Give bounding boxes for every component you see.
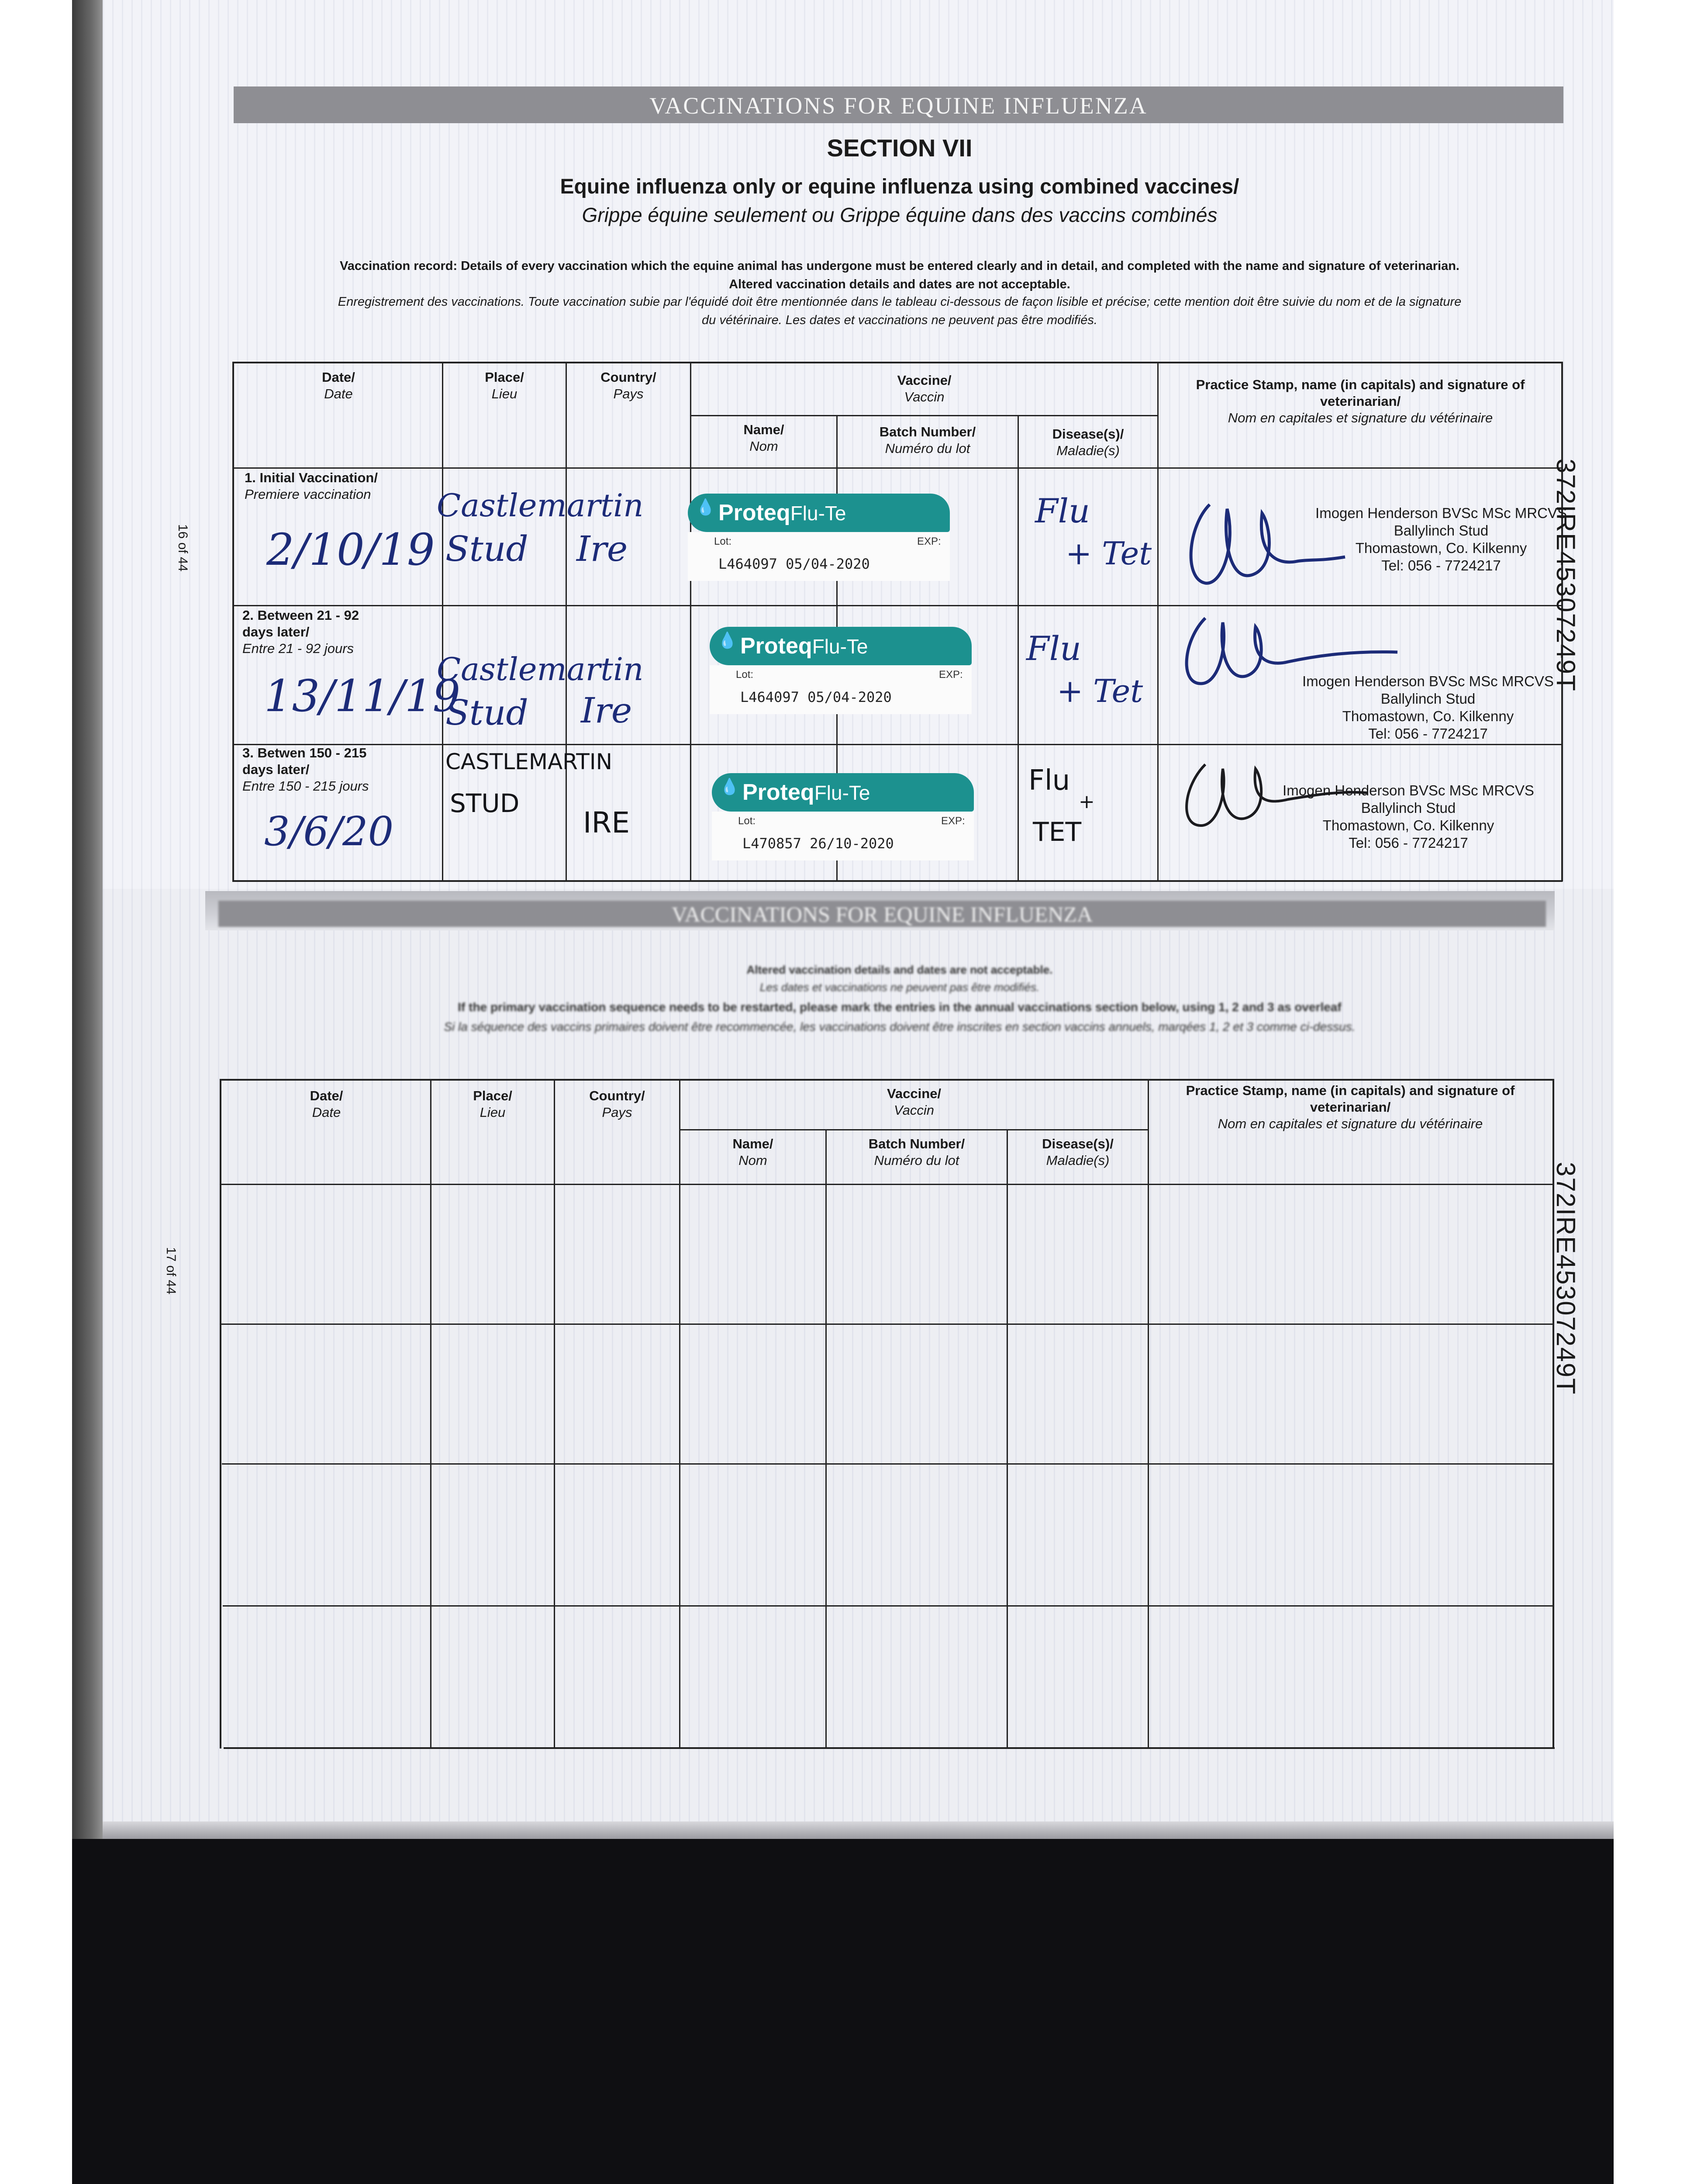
scan-shadow (72, 0, 105, 1839)
table-line (442, 362, 443, 881)
table-line (1148, 1079, 1149, 1749)
table-line (1157, 362, 1159, 881)
page-number: 16 of 44 (176, 524, 190, 572)
page-17-note: If the primary vaccination sequence needs to be restarted, please mark the entries in the annual vaccinations section below, using 1, 2 and 3 as overleaf (458, 1000, 1342, 1014)
header-batch-number: Batch Number/ Numéro du lot (868, 1136, 965, 1168)
handwritten-country: IRE (583, 806, 630, 840)
practice-stamp: Imogen Henderson BVSc MSc MRCVS Ballylinch Stud Thomastown, Co. Kilkenny Tel: 056 - 7724217 (1302, 673, 1554, 742)
header-diseases: Disease(s)/ Maladie(s) (1052, 426, 1124, 458)
row-label-initial-vaccination: 1. Initial Vaccination/ Premiere vaccination (245, 470, 378, 502)
handwritten-disease: TET (1033, 817, 1082, 847)
table-border (232, 362, 234, 881)
handwritten-place: Stud (445, 529, 528, 569)
header-practice-stamp: Practice Stamp, name (in capitals) and signature of veterinarian/ Nom en capitales et signature du vétérinaire (1186, 1083, 1515, 1131)
practice-stamp: Imogen Henderson BVSc MSc MRCVS Ballylinch Stud Thomastown, Co. Kilkenny Tel: 056 - 7724217 (1315, 505, 1567, 574)
handwritten-place: Castlemartin (437, 487, 644, 524)
table-line (430, 1079, 431, 1749)
instructions-english-line-1: Vaccination record: Details of every vaccination which the equine animal has undergone must be entered clearly and in detail, and completed with the name and signature of veterinarian. (340, 259, 1459, 273)
droplet-icon: 💧 (720, 778, 739, 795)
table-line (221, 1324, 1553, 1325)
header-date: Date/ Date (310, 1088, 343, 1120)
table-line (554, 1079, 555, 1749)
page-number: 17 of 44 (164, 1247, 178, 1295)
table-line (222, 1463, 1553, 1465)
header-practice-stamp: Practice Stamp, name (in capitals) and signature of veterinarian/ Nom en capitales et signature du vétérinaire (1196, 377, 1525, 425)
sticker-exp-label: EXP: (941, 815, 965, 827)
section-banner: VACCINATIONS FOR EQUINE INFLUENZA (234, 86, 1563, 123)
table-line (1018, 415, 1019, 881)
handwritten-country: Ire (581, 690, 632, 731)
header-vaccine: Vaccine/ Vaccin (897, 373, 952, 404)
sticker-lot-label: Lot: (738, 815, 756, 827)
table-line (1007, 1129, 1008, 1749)
booklet-edge (103, 1821, 1614, 1839)
table-line (223, 1605, 1554, 1607)
header-country: Country/ Pays (600, 370, 656, 401)
handwritten-date: 2/10/19 (266, 524, 435, 575)
table-line (690, 415, 1158, 416)
table-border (224, 1747, 1555, 1749)
handwritten-country: Ire (576, 529, 628, 569)
handwritten-place: Castlemartin (437, 651, 644, 688)
handwritten-date: 3/6/20 (264, 808, 394, 855)
instructions-french-line-1: Enregistrement des vaccinations. Toute vaccination subie par l'équidé doit être mentionnée dans le tableau ci-dessous de façon lisible et précise; cette mention doit être suivie du nom et de la signature (338, 295, 1462, 309)
header-country: Country/ Pays (589, 1088, 645, 1120)
sticker-lot-label: Lot: (714, 536, 732, 547)
handwritten-disease: + Tet (1057, 673, 1143, 709)
table-line (232, 467, 1563, 469)
droplet-icon: 💧 (696, 498, 715, 516)
table-line (566, 362, 567, 881)
sticker-exp-label: EXP: (917, 536, 941, 547)
handwritten-disease: Flu (1026, 629, 1081, 668)
header-place: Place/ Lieu (485, 370, 524, 401)
scanner-background (72, 1839, 1614, 2184)
page-17-note: Si la séquence des vaccins primaires doivent être recommencée, les vaccinations doivent être inscrites en section vaccins annuels, marqées 1, 2 et 3 comme ci-dessus. (444, 1020, 1356, 1033)
table-line (232, 744, 1563, 745)
table-line (679, 1129, 1149, 1130)
instructions-english-line-2: Altered vaccination details and dates are not acceptable. (729, 277, 1070, 291)
handwritten-place: Stud (445, 692, 528, 733)
title-english: Equine influenza only or equine influenza using combined vaccines/ (560, 175, 1239, 198)
batch-number: L470857 26/10-2020 (742, 835, 894, 852)
header-vaccine: Vaccine/ Vaccin (887, 1086, 942, 1118)
page-17-note: Altered vaccination details and dates are not acceptable. (746, 963, 1053, 976)
header-place: Place/ Lieu (473, 1088, 512, 1120)
instructions-english (218, 257, 1581, 294)
handwritten-disease: + Tet (1066, 535, 1152, 572)
practice-stamp: Imogen Henderson BVSc MSc MRCVS Ballylinch Stud Thomastown, Co. Kilkenny Tel: 056 - 7724217 (1283, 782, 1534, 851)
header-vaccine-name: Name/ Nom (743, 422, 784, 454)
handwritten-place: CASTLEMARTIN (445, 749, 612, 774)
section-title: SECTION VII (827, 134, 973, 162)
header-diseases: Disease(s)/ Maladie(s) (1042, 1136, 1114, 1168)
table-border (232, 362, 1563, 363)
registration-number: 372IRE45307249T (1551, 1162, 1580, 1395)
table-border (220, 1079, 221, 1749)
sticker-brand: ProteqFlu-Te (742, 780, 870, 805)
header-vaccine-name: Name/ Nom (732, 1136, 773, 1168)
vaccine-sticker (710, 627, 972, 714)
section-banner-page-17: VACCINATIONS FOR EQUINE INFLUENZA (218, 901, 1546, 927)
handwritten-place: STUD (450, 788, 520, 818)
table-border (220, 1079, 1554, 1081)
batch-number: L464097 05/04-2020 (718, 556, 870, 572)
handwritten-disease: Flu (1035, 491, 1090, 530)
sticker-brand: ProteqFlu-Te (718, 500, 846, 525)
registration-number: 372IRE45307249T (1551, 459, 1580, 692)
handwritten-disease: + (1079, 791, 1095, 813)
row-label-third-vaccination: 3. Betwen 150 - 215 days later/ Entre 150 - 215 jours (242, 745, 369, 794)
title-french: Grippe équine seulement ou Grippe équine dans des vaccins combinés (582, 204, 1218, 226)
droplet-icon: 💧 (718, 631, 737, 649)
vaccine-sticker (712, 773, 974, 860)
handwritten-date: 13/11/19 (264, 670, 461, 722)
sticker-exp-label: EXP: (939, 669, 963, 681)
batch-number: L464097 05/04-2020 (740, 689, 892, 705)
table-border (232, 880, 1563, 882)
table-line (679, 1079, 680, 1749)
page-17-note: Les dates et vaccinations ne peuvent pas être modifiés. (759, 981, 1040, 994)
header-date: Date/ Date (322, 370, 355, 401)
table-line (825, 1129, 827, 1749)
vaccine-sticker (688, 494, 950, 581)
header-batch-number: Batch Number/ Numéro du lot (879, 424, 976, 456)
instructions-french (218, 293, 1581, 329)
table-line (221, 1184, 1553, 1185)
instructions-french-line-2: du vétérinaire. Les dates et vaccinations ne peuvent pas être modifiés. (702, 313, 1097, 327)
handwritten-disease: Flu (1028, 764, 1070, 797)
sticker-lot-label: Lot: (736, 669, 754, 681)
sticker-brand: ProteqFlu-Te (740, 633, 868, 659)
row-label-second-vaccination: 2. Between 21 - 92 days later/ Entre 21 - 92 jours (242, 608, 359, 656)
